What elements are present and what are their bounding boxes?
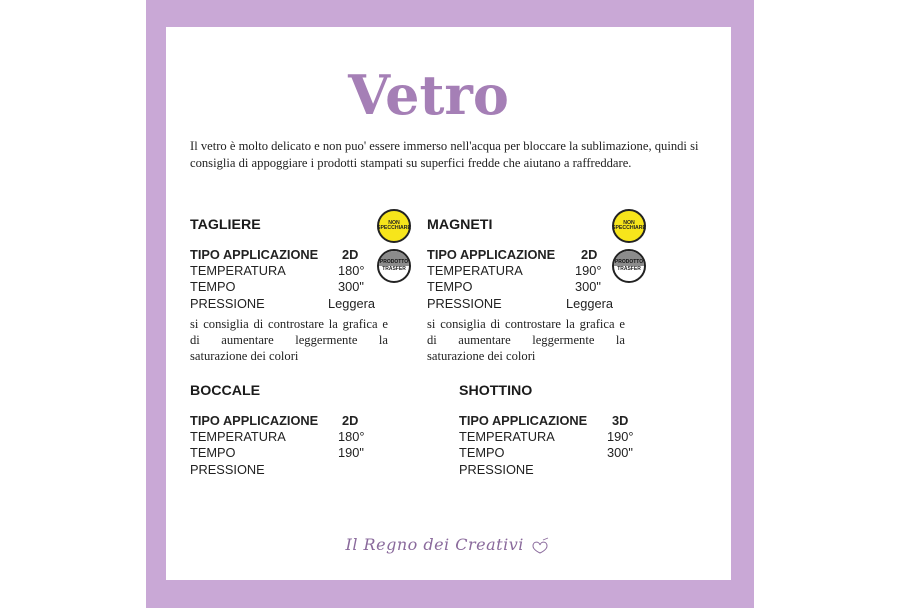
section-title: TAGLIERE (190, 217, 261, 233)
application-label: TIPO APPLICAZIONE (190, 247, 319, 262)
pressure-row (190, 462, 415, 478)
time-row (427, 279, 652, 295)
temperature-label: TEMPERATURA (459, 429, 555, 445)
application-row (459, 413, 684, 429)
time-label: TEMPO (190, 445, 236, 461)
section-boccale (190, 383, 415, 478)
transfer-product-badge-icon: PRODOTTO TRASFER (377, 249, 411, 283)
application-value: 2D (342, 247, 359, 262)
pressure-value: Leggera (566, 295, 613, 311)
pressure-label: PRESSIONE (190, 295, 265, 311)
section-title: SHOTTINO (459, 383, 533, 399)
no-mirror-badge-icon: NON SPECCHIARE (612, 209, 646, 243)
pressure-label: PRESSIONE (427, 295, 502, 311)
temperature-label: TEMPERATURA (427, 263, 523, 279)
section-tagliere (190, 217, 415, 364)
temperature-label: TEMPERATURA (190, 263, 286, 279)
pressure-row (459, 462, 684, 478)
time-value: 300" (575, 279, 601, 295)
section-note: si consiglia di controstare la grafica e di aumentare leggermente la saturazione dei colori (190, 316, 388, 364)
section-note: si consiglia di controstare la grafica e di aumentare leggermente la saturazione dei colori (427, 316, 625, 364)
time-label: TEMPO (427, 279, 473, 295)
time-label: TEMPO (459, 445, 505, 461)
yarn-heart-icon (529, 537, 551, 555)
time-row (190, 445, 415, 461)
section-shottino (459, 383, 684, 478)
application-value: 3D (612, 413, 629, 428)
page-title: Vetro (348, 63, 509, 127)
time-row (459, 445, 684, 461)
temperature-label: TEMPERATURA (190, 429, 286, 445)
time-value: 300" (607, 445, 633, 461)
application-value: 2D (581, 247, 598, 262)
intro-paragraph: Il vetro è molto delicato e non puo' essere immerso nell'acqua per bloccare la sublimazione, quindi si consiglia di appoggiare i prodotti stampati su superfici fredde che aiutano a raffreddare. (190, 139, 699, 170)
temperature-value: 180° (338, 429, 365, 445)
application-label: TIPO APPLICAZIONE (427, 247, 556, 262)
content-card (166, 27, 731, 580)
time-label: TEMPO (190, 279, 236, 295)
time-value: 190" (338, 445, 364, 461)
temperature-value: 190° (575, 263, 602, 279)
pressure-row (190, 296, 415, 312)
pressure-label: PRESSIONE (190, 461, 265, 477)
temperature-value: 180° (338, 263, 365, 279)
time-row (190, 279, 415, 295)
temperature-row (459, 429, 684, 445)
temperature-row (190, 429, 415, 445)
transfer-product-badge-icon: PRODOTTO TRASFER (612, 249, 646, 283)
application-label: TIPO APPLICAZIONE (459, 413, 588, 428)
application-value: 2D (342, 413, 359, 428)
section-title: MAGNETI (427, 217, 493, 233)
brand-logo (166, 535, 731, 555)
pressure-label: PRESSIONE (459, 461, 534, 477)
logo-text: Il Regno dei Creativi (345, 535, 524, 554)
temperature-value: 190° (607, 429, 634, 445)
application-row (190, 413, 415, 429)
pressure-row (427, 296, 652, 312)
section-title: BOCCALE (190, 383, 261, 399)
application-label: TIPO APPLICAZIONE (190, 413, 319, 428)
time-value: 300" (338, 279, 364, 295)
pressure-value: Leggera (328, 295, 375, 311)
no-mirror-badge-icon: NON SPECCHIARE (377, 209, 411, 243)
